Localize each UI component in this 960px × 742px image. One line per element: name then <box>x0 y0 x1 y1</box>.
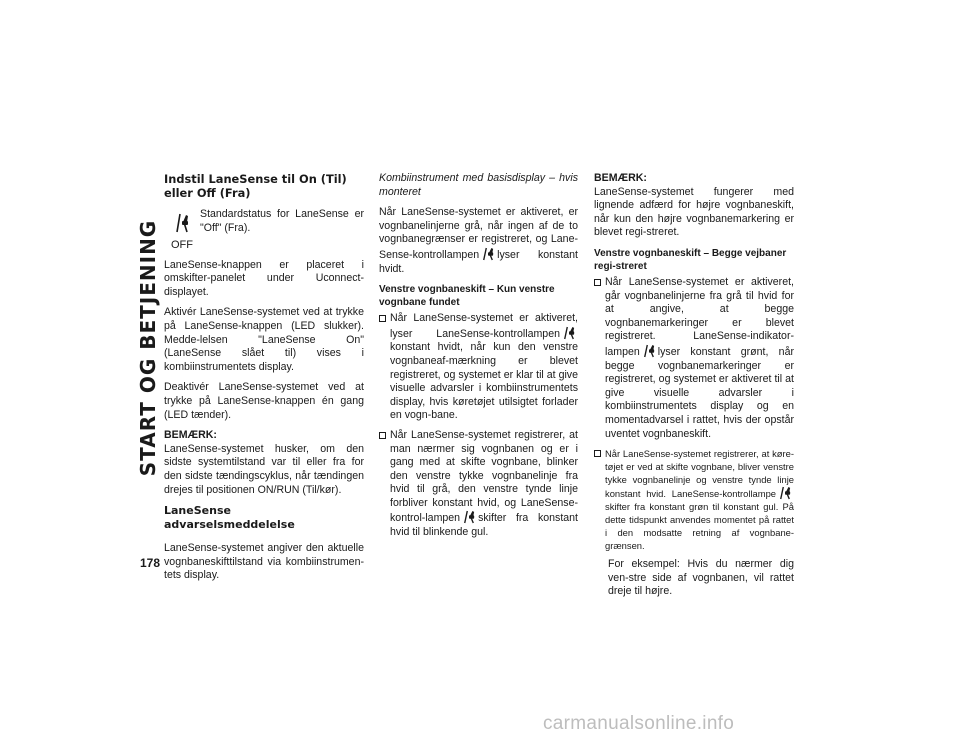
lanesense-indicator-icon <box>779 486 791 500</box>
note-text: LaneSense-systemet fungerer med lignende adfærd for højre vognbaneskift, når kun den højre vognbanemarkering er blevet regi-streret. <box>594 185 794 239</box>
lanesense-off-icon <box>164 208 200 251</box>
column-3 <box>594 172 794 606</box>
paragraph: LaneSense-knappen er placeret i omskifter-panelet under Uconnect-displayet. <box>164 258 364 298</box>
paragraph: Aktivér LaneSense-systemet ved at trykke på LaneSense-knappen (LED slukker). Medde-lelsen "LaneSense On" (LaneSense slået til) vises i kombiinstrumentets display. <box>164 306 364 373</box>
paragraph: Når LaneSense-systemet er aktiveret, er vognbanelinjerne grå, når ingen af de to vognbanegrænser er registreret, og Lane-Sense-kontrollampen lyser konstant hvidt. <box>379 206 578 275</box>
paragraph: LaneSense-systemet angiver den aktuelle vognbaneskifttilstand via kombiinstrumen-tets display. <box>164 542 364 582</box>
subheading: Venstre vognbaneskift – Kun venstre vognbane fundet <box>379 284 555 309</box>
lanesense-indicator-icon <box>463 510 475 524</box>
italic-heading: Kombiinstrument med basisdisplay – hvis monteret <box>379 172 578 198</box>
bullet-list <box>594 276 794 441</box>
page-number: 178 <box>140 556 161 570</box>
column-2 <box>379 172 578 546</box>
list-item: Når LaneSense-systemet er aktiveret, går vognbanelinjerne fra grå til hvid for at angive, at begge vognbanemarkeringer er blevet registreret. LaneSense-indikator-lampen lyser konstant grønt, når begge vognbanemarkeringer er registreret, og systemet er aktiveret til at give visuelle advarsler i kombiinstrumentets display og en momentadvarsel i rattet, hvis der opstår uventet vognbaneskift. <box>594 276 794 441</box>
list-item: Når LaneSense-systemet er aktiveret, lyser LaneSense-kontrollampenkonstant hvidt, når kun den venstre vognbaneaf-mærkning er blevet registreret, og systemet er klar til at give visuelle advarsler i kombiinstrumentets display, hvis køretøjet utilsigtet forlader en vogn-bane. <box>379 312 578 423</box>
default-status-text: Standardstatus for LaneSense er "Off" (Fra). <box>200 208 364 234</box>
note-title: BEMÆRK: <box>594 172 647 184</box>
lanesense-indicator-icon <box>482 247 494 261</box>
off-label: OFF <box>171 238 193 251</box>
column-1 <box>164 172 364 590</box>
paragraph: Deaktivér LaneSense-systemet ved at trykke på LaneSense-knappen én gang (LED tænder). <box>164 381 364 421</box>
list-item: Når LaneSense-systemet registrerer, at køre-tøjet er ved at skifte vognbane, bliver venstre tykke vognbanelinje og venstre tynde linje konstant hvid. LaneSense-kontrollampeskifter fra konstant grøn til konstant gul. På dette tidspunkt anvendes momentet på rattet i den modsatte retning af vognbane-grænsen. <box>594 447 794 552</box>
note-text: LaneSense-systemet husker, om den sidste systemtilstand var til eller fra for den sidste tændingscyklus, når tændingen drejes til positionen ON/RUN (Til/kør). <box>164 442 364 496</box>
section-heading: LaneSense advarselsmeddelelse <box>164 504 295 532</box>
section-heading: Indstil LaneSense til On (Til) eller Off (Fra) <box>164 172 347 200</box>
section-title: START OG BETJENING <box>136 219 160 477</box>
watermark: carmanualsonline.info <box>543 713 735 734</box>
default-status-row <box>164 208 364 251</box>
lanesense-indicator-icon <box>643 344 655 358</box>
subheading: Venstre vognbaneskift – Begge vejbaner regi-streret <box>594 247 787 272</box>
list-item: Når LaneSense-systemet registrerer, at man nærmer sig vognbanen og er i gang med at skifte vognbane, blinker den venstre tykke vognbanelinje fra hvid til grå, den venstre tynde linje forbliver konstant hvid, og LaneSense-kontrol-lampen skifter fra konstant hvid til blinkende gul. <box>379 429 578 540</box>
lanesense-indicator-icon <box>563 326 575 340</box>
bullet-list <box>594 447 794 552</box>
section-side-tab <box>137 155 159 541</box>
bullet-list <box>379 312 578 540</box>
note-title: BEMÆRK: <box>164 429 217 442</box>
example-text: For eksempel: Hvis du nærmer dig ven-stre side af vognbanen, vil rattet dreje til højre. <box>608 558 794 598</box>
